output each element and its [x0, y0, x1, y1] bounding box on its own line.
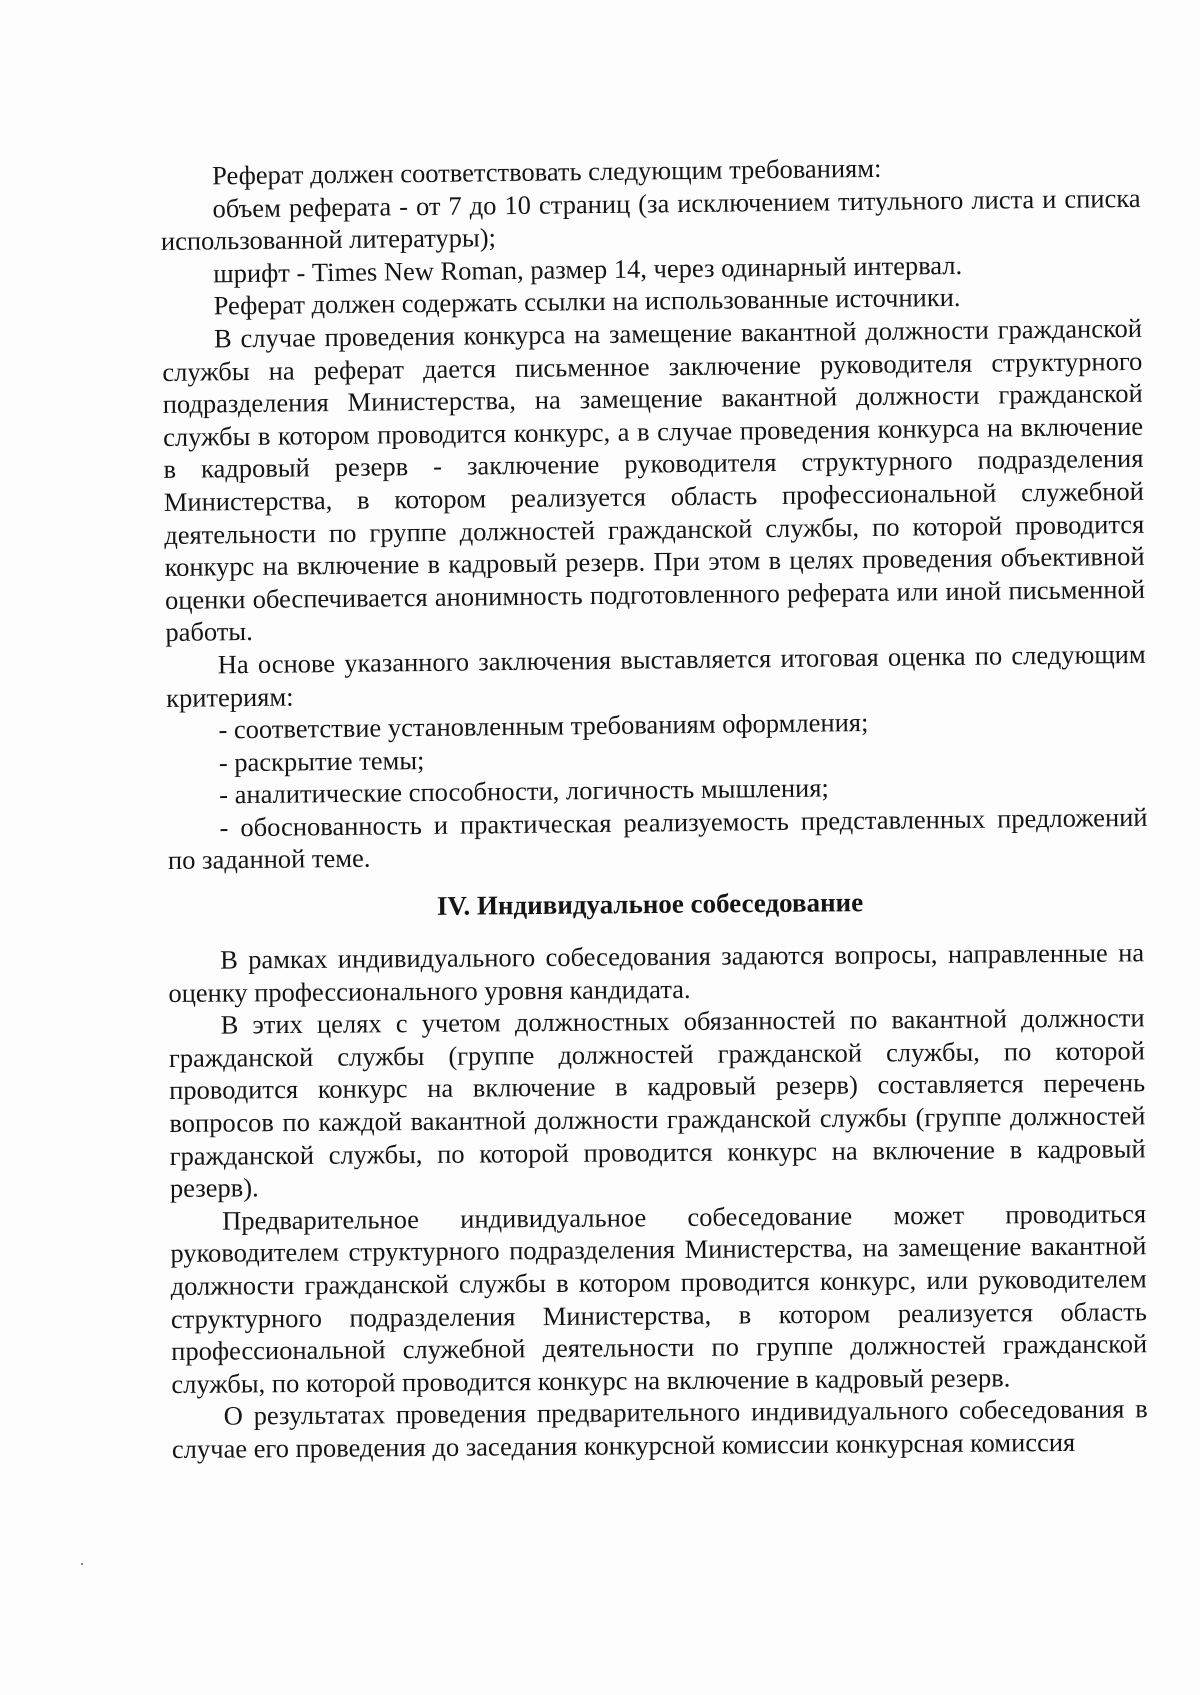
paragraph-volume: объем реферата - от 7 до 10 страниц (за исключением титульного листа и списка использованной литературы); [160, 182, 1141, 257]
paragraph-references: Реферат должен содержать ссылки на использованные источники. [213, 282, 961, 321]
interview-section [168, 936, 1148, 1465]
paragraph-question-list: В этих целях с учетом должностных обязанностей по вакантной должности гражданской службы (группе должностей гражданской службы, по которой проводится конкурс на включение в кадровый резерв) составляется перечень вопросов по каждой вакантной должности гражданской службы (группе должностей гражданской службы, по которой проводится конкурс на включение в кадровый резерв). [168, 1002, 1146, 1204]
criteria-item: - обоснованность и практическая реализуемость представленных предложений по заданной теме. [167, 801, 1148, 876]
paragraph-conclusion: В случае проведения конкурса на замещение вакантной должности гражданской службы на реферат дается письменное заключение руководителя структурного подразделения Министерства, на замещение вакантной должности гражданской службы в котором проводится конкурс, а в случае проведения конкурса на включение в кадровый резерв - заключение руководителя структурного подразделения Министерства, в котором реализуется область профессиональной служебной деятельности по группе должностей гражданской службы, по которой проводится конкурс на включение в кадровый резерв. При этом в целях проведения объективной оценки обеспечивается анонимность подготовленного реферата или иной письменной работы. [162, 312, 1146, 648]
paragraph-requirements-intro: Реферат должен соответствовать следующим требованиям: [212, 152, 882, 191]
criteria-item: - аналитические способности, логичность мышления; [219, 772, 829, 810]
requirements-section [160, 149, 1148, 877]
criteria-item: - раскрытие темы; [218, 744, 425, 778]
paragraph-preliminary-interview: Предварительное индивидуальное собеседование может проводиться руководителем структурного подразделения Министерства, на замещение вакантной должности гражданской службы в котором проводится конкурс, или руководителем структурного подразделения Министерства, в котором реализуется область профессиональной служебной деятельности по группе должностей гражданской службы, по которой проводится конкурс на включение в кадровый резерв. [170, 1198, 1148, 1399]
paragraph-font: шрифт - Times New Roman, размер 14, через одинарный интервал. [213, 249, 963, 289]
paragraph-criteria-intro: На основе указанного заключения выставляется итоговая оценка по следующим критериям: [165, 638, 1146, 713]
paragraph-interview-results: О результатах проведения предварительного индивидуального собеседования в случае его проведения до заседания конкурсной комиссии конкурсная комиссия [171, 1393, 1148, 1464]
paragraph-interview-questions: В рамках индивидуального собеседования задаются вопросы, направленные на оценку профессионального уровня кандидата. [168, 937, 1145, 1008]
section-heading: IV. Индивидуальное собеседование [436, 887, 864, 921]
scan-speck [81, 1563, 83, 1565]
criteria-item: - соответствие установленным требованиям оформления; [218, 707, 869, 745]
